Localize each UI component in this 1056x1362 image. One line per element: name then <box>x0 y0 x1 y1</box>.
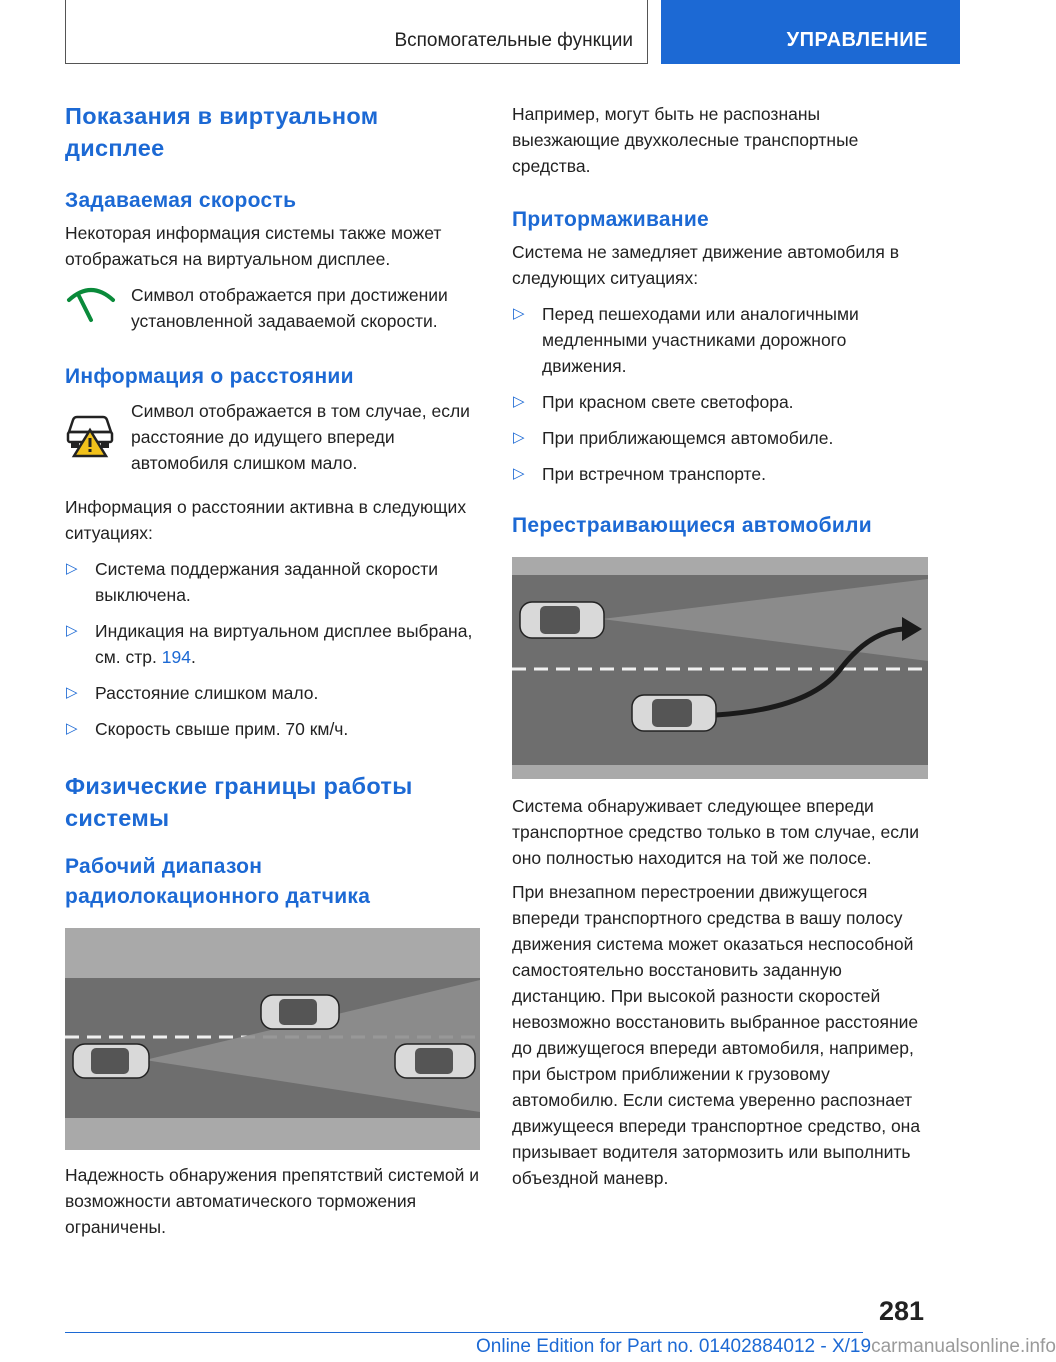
triangle-right-icon: ▷ <box>66 560 78 577</box>
virtual-display-title: Показания в виртуальном дисплее <box>65 103 379 161</box>
footer-edition <box>476 1336 1056 1358</box>
list-item: ▷ Расстояние слишком мало. <box>65 680 480 706</box>
list-item: ▷ Перед пешеходами или аналогичными медленными участниками дорожного движения. <box>512 301 928 379</box>
distance-active-text: Информация о расстоянии активна в следующих ситуациях: <box>65 497 467 543</box>
radar-caption: Надежность обнаружения препятствий системой и возможности автоматического торможения ограничены. <box>65 1165 480 1237</box>
radar-range-illustration <box>65 928 480 1150</box>
list-item: ▷ При приближающемся автомобиле. <box>512 425 928 451</box>
header-section-title: Вспомогательные функции <box>394 30 633 51</box>
header-section-box <box>65 0 648 64</box>
braking-text: Система не замедляет движение автомобиля в следующих ситуациях: <box>512 242 900 288</box>
speed-symbol-row <box>65 282 480 337</box>
list-item: ▷ Система поддержания заданной скорости выключена. <box>65 556 480 608</box>
own-car-icon <box>73 1044 149 1078</box>
braking-heading: Притормаживание <box>512 208 710 231</box>
distance-info-heading: Информация о расстоянии <box>65 365 354 388</box>
car-warning-icon <box>65 398 131 463</box>
list-item: ▷ Индикация на виртуальном дисплее выбрана, см. стр. 194. <box>65 618 480 670</box>
list-item: ▷ При встречном транспорте. <box>512 461 928 487</box>
braking-conditions-list <box>512 301 928 487</box>
radar-range-heading: Рабочий диапазон радиолокационного датчика <box>65 855 371 908</box>
left-column <box>65 100 480 1240</box>
distance-conditions-list <box>65 556 480 742</box>
header-chapter-box <box>661 0 960 64</box>
speed-symbol-text: Символ отображается при достижении установленной задаваемой скорости. <box>131 285 448 331</box>
distance-symbol-text: Символ отображается в том случае, если расстояние до идущего впереди автомобиля слишком мало. <box>131 401 470 473</box>
triangle-right-icon: ▷ <box>66 684 78 701</box>
triangle-right-icon: ▷ <box>513 305 525 322</box>
lane-change-text-1: Система обнаруживает следующее впереди транспортное средство только в том случае, если оно полностью находится на той же полосе. <box>512 796 919 868</box>
set-speed-heading: Задаваемая скорость <box>65 189 297 212</box>
triangle-right-icon: ▷ <box>66 720 78 737</box>
distance-symbol-row <box>65 398 480 476</box>
triangle-right-icon: ▷ <box>513 393 525 410</box>
footer-divider <box>65 1332 863 1333</box>
edition-text: Online Edition for Part no. 01402884012 - X/19 <box>476 1336 872 1357</box>
watermark-text: carmanualsonline.info <box>871 1336 1056 1357</box>
car-ahead-icon <box>261 995 339 1029</box>
list-item: ▷ Скорость свыше прим. 70 км/ч. <box>65 716 480 742</box>
car-far-icon <box>395 1044 475 1078</box>
page-reference-link[interactable]: 194 <box>161 647 191 667</box>
lane-change-heading: Перестраивающиеся автомобили <box>512 514 872 537</box>
triangle-right-icon: ▷ <box>513 429 525 446</box>
merging-car-icon <box>632 695 716 731</box>
triangle-right-icon: ▷ <box>66 622 78 639</box>
own-car-icon <box>520 602 604 638</box>
triangle-right-icon: ▷ <box>513 465 525 482</box>
lane-change-text-2: При внезапном перестроении движущегося впереди транспортного средства в вашу полосу движения система может оказаться неспособной самостоятельно восстановить заданную дистанцию. При высокой разности скоростей невозможно восстановить выбранное расстояние до движущегося впереди автомобиля, например, при быстром приближении к грузовому автомобилю. Если система уверенно распознает движущееся впереди транспортное средство, она призывает водителя затормозить или выполнить объездной маневр. <box>512 882 921 1188</box>
two-wheeler-note: Например, могут быть не распознаны выезжающие двухколесные транспортные средства. <box>512 104 859 176</box>
speed-tick-icon <box>65 282 131 337</box>
list-item: ▷ При красном свете светофора. <box>512 389 928 415</box>
page-number: 281 <box>878 1296 924 1326</box>
header-chapter-title: УПРАВЛЕНИЕ <box>786 29 928 51</box>
system-limits-heading: Физические границы работы системы <box>65 773 413 831</box>
lane-change-illustration <box>512 557 928 779</box>
right-column <box>512 100 928 1191</box>
set-speed-text: Некоторая информация системы также может отображаться на виртуальном дисплее. <box>65 223 442 269</box>
